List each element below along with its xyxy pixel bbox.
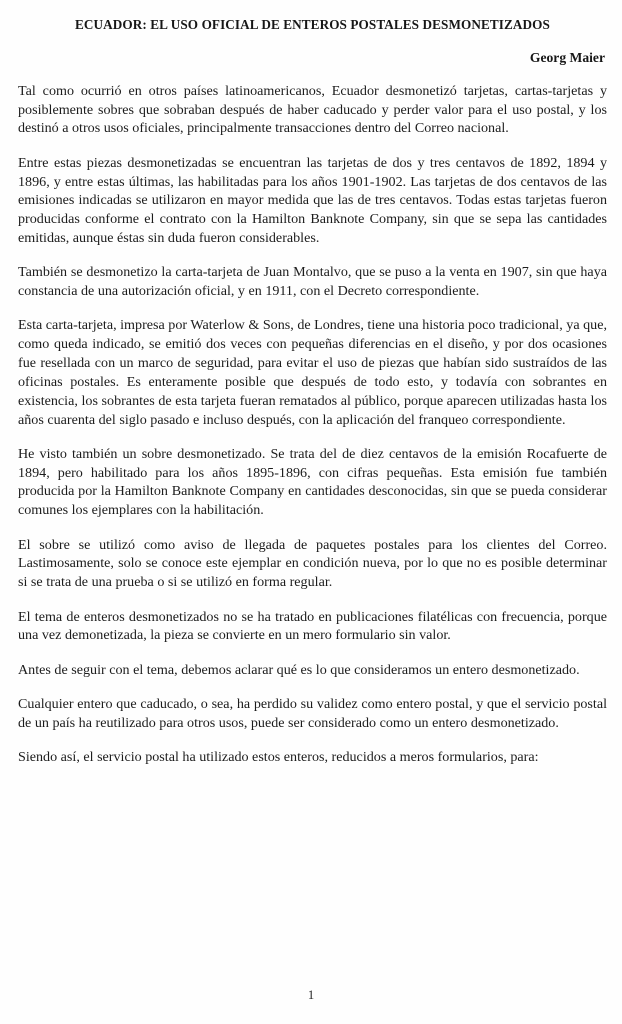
page-title: ECUADOR: EL USO OFICIAL DE ENTEROS POSTALES DESMONETIZADOS: [75, 17, 550, 32]
paragraph: También se desmonetizo la carta-tarjeta de Juan Montalvo, que se puso a la venta en 1907, sin que haya constancia de una autorización oficial, y en 1911, con el Decreto correspondiente.: [18, 264, 607, 300]
paragraph: Cualquier entero que caducado, o sea, ha perdido su validez como entero postal, y que el servicio postal de un país ha reutilizado para otros usos, puede ser considerado como un entero desmonetizado.: [18, 695, 607, 731]
paragraph: Tal como ocurrió en otros países latinoamericanos, Ecuador desmonetizó tarjetas, cartas-tarjetas y posiblemente sobres que sobraban después de haber caducado y perder valor para el uso postal, y los destinó a otros usos oficiales, principalmente transacciones dentro del Correo nacional.: [18, 82, 607, 137]
paragraph: He visto también un sobre desmonetizado. Se trata del de diez centavos de la emisión Rocafuerte de 1894, pero habilitado para los años 1895-1896, con cifras pequeñas. Esta emisión fue también producida por la Hamilton Banknote Company en cantidades desconocidas, sin que se pueda considerar comunes los ejemplares con la habilitación.: [18, 445, 607, 519]
article-body: [18, 66, 607, 767]
paragraph: Antes de seguir con el tema, debemos aclarar qué es lo que consideramos un entero desmonetizado.: [18, 661, 580, 678]
paragraph: El sobre se utilizó como aviso de llegada de paquetes postales para los clientes del Correo. Lastimosamente, solo se conoce este ejemplar en condición nueva, por lo que no es posible determinar si se trata de una prueba o si se utilizó en forma regular.: [18, 536, 607, 591]
paragraph: El tema de enteros desmonetizados no se ha tratado en publicaciones filatélicas con frecuencia, porque una vez demonetizada, la pieza se convierte en un mero formulario sin valor.: [18, 608, 607, 644]
page-content-area: [18, 0, 607, 767]
author-byline: Georg Maier: [529, 49, 605, 65]
paragraph: Entre estas piezas desmonetizadas se encuentran las tarjetas de dos y tres centavos de 1892, 1894 y 1896, y entre estas últimas, las habilitadas para los años 1901-1902. Las tarjetas de dos centavos de las emisiones indicadas se utilizaron en mayor medida que las de tres centavos. Todas estas tarjetas fueron producidas conforme el contrato con la Hamilton Banknote Company, sin que se sepa las cantidades emitidas, aunque éstas sin duda fueron considerables.: [18, 154, 607, 247]
paragraph: Esta carta-tarjeta, impresa por Waterlow & Sons, de Londres, tiene una historia poco tradicional, ya que, como queda indicado, se emitió dos veces con pequeñas diferencias en el diseño, y por dos ocasiones fue resellada con un marco de seguridad, para evitar el uso de piezas que habían sido sustraídos de las oficinas postales. Es enteramente posible que después de todo esto, y todavía con sobrantes en existencia, los sobrantes de esta tarjeta fueran rematados al público, porque aparecen utilizadas hasta los años cuarenta del siglo pasado e incluso después, con la aplicación del franqueo correspondiente.: [18, 317, 607, 428]
paragraph: Siendo así, el servicio postal ha utilizado estos enteros, reducidos a meros formularios, para:: [18, 749, 539, 766]
page-number: 1: [307, 988, 315, 1002]
